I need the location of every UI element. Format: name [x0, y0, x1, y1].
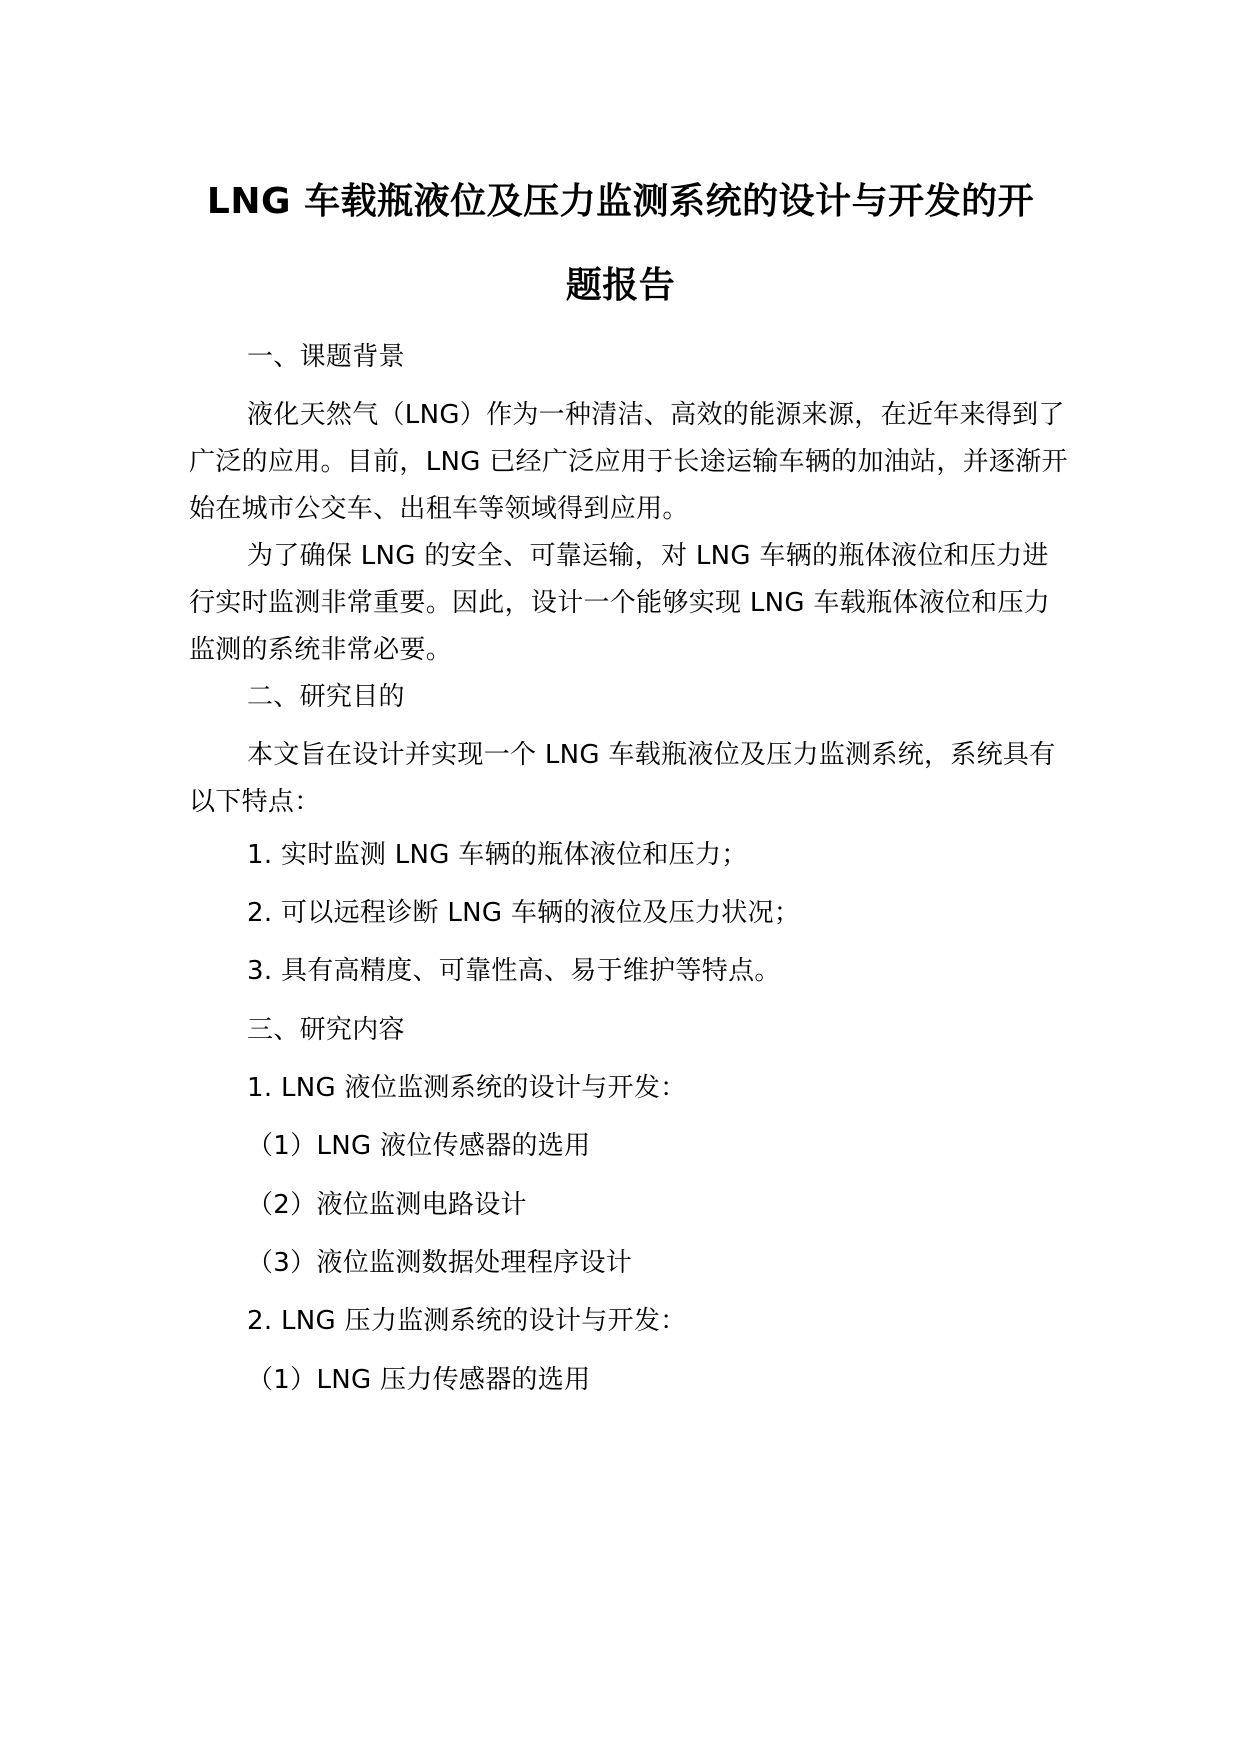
- section-heading-content: 三、研究内容: [247, 1015, 405, 1045]
- content-subitem-1-2: （2）液位监测电路设计: [247, 1190, 527, 1220]
- document-title-line-1: LNG 车载瓶液位及压力监测系统的设计与开发的开: [206, 181, 1035, 222]
- content-item-2: 2. LNG 压力监测系统的设计与开发：: [247, 1306, 687, 1336]
- feature-item-1: 1. 实时监测 LNG 车辆的瓶体液位和压力；: [247, 840, 748, 870]
- feature-item-2: 2. 可以远程诊断 LNG 车辆的液位及压力状况；: [247, 898, 801, 928]
- document-title-line-2: 题报告: [565, 265, 676, 306]
- content-subitem-1-1: （1）LNG 液位传感器的选用: [247, 1131, 591, 1161]
- paragraph-background-2: 为了确保 LNG 的安全、可靠运输，对 LNG 车辆的瓶体液位和压力进行实时监测非常重要。因此，设计一个能够实现 LNG 车载瓶体液位和压力监测的系统非常必要。: [189, 541, 1051, 665]
- section-heading-purpose: 二、研究目的: [247, 682, 405, 712]
- content-subitem-2-1: （1）LNG 压力传感器的选用: [247, 1365, 591, 1395]
- paragraph-purpose: 本文旨在设计并实现一个 LNG 车载瓶液位及压力监测系统，系统具有以下特点：: [189, 740, 1056, 817]
- paragraph-background-1: 液化天然气（LNG）作为一种清洁、高效的能源来源，在近年来得到了广泛的应用。目前，LNG 已经广泛应用于长途运输车辆的加油站，并逐渐开始在城市公交车、出租车等领域得到应用。: [189, 400, 1068, 524]
- content-item-1: 1. LNG 液位监测系统的设计与开发：: [247, 1073, 687, 1103]
- content-subitem-1-3: （3）液位监测数据处理程序设计: [247, 1248, 633, 1278]
- feature-item-3: 3. 具有高精度、可靠性高、易于维护等特点。: [247, 956, 781, 986]
- section-heading-background: 一、课题背景: [247, 342, 405, 372]
